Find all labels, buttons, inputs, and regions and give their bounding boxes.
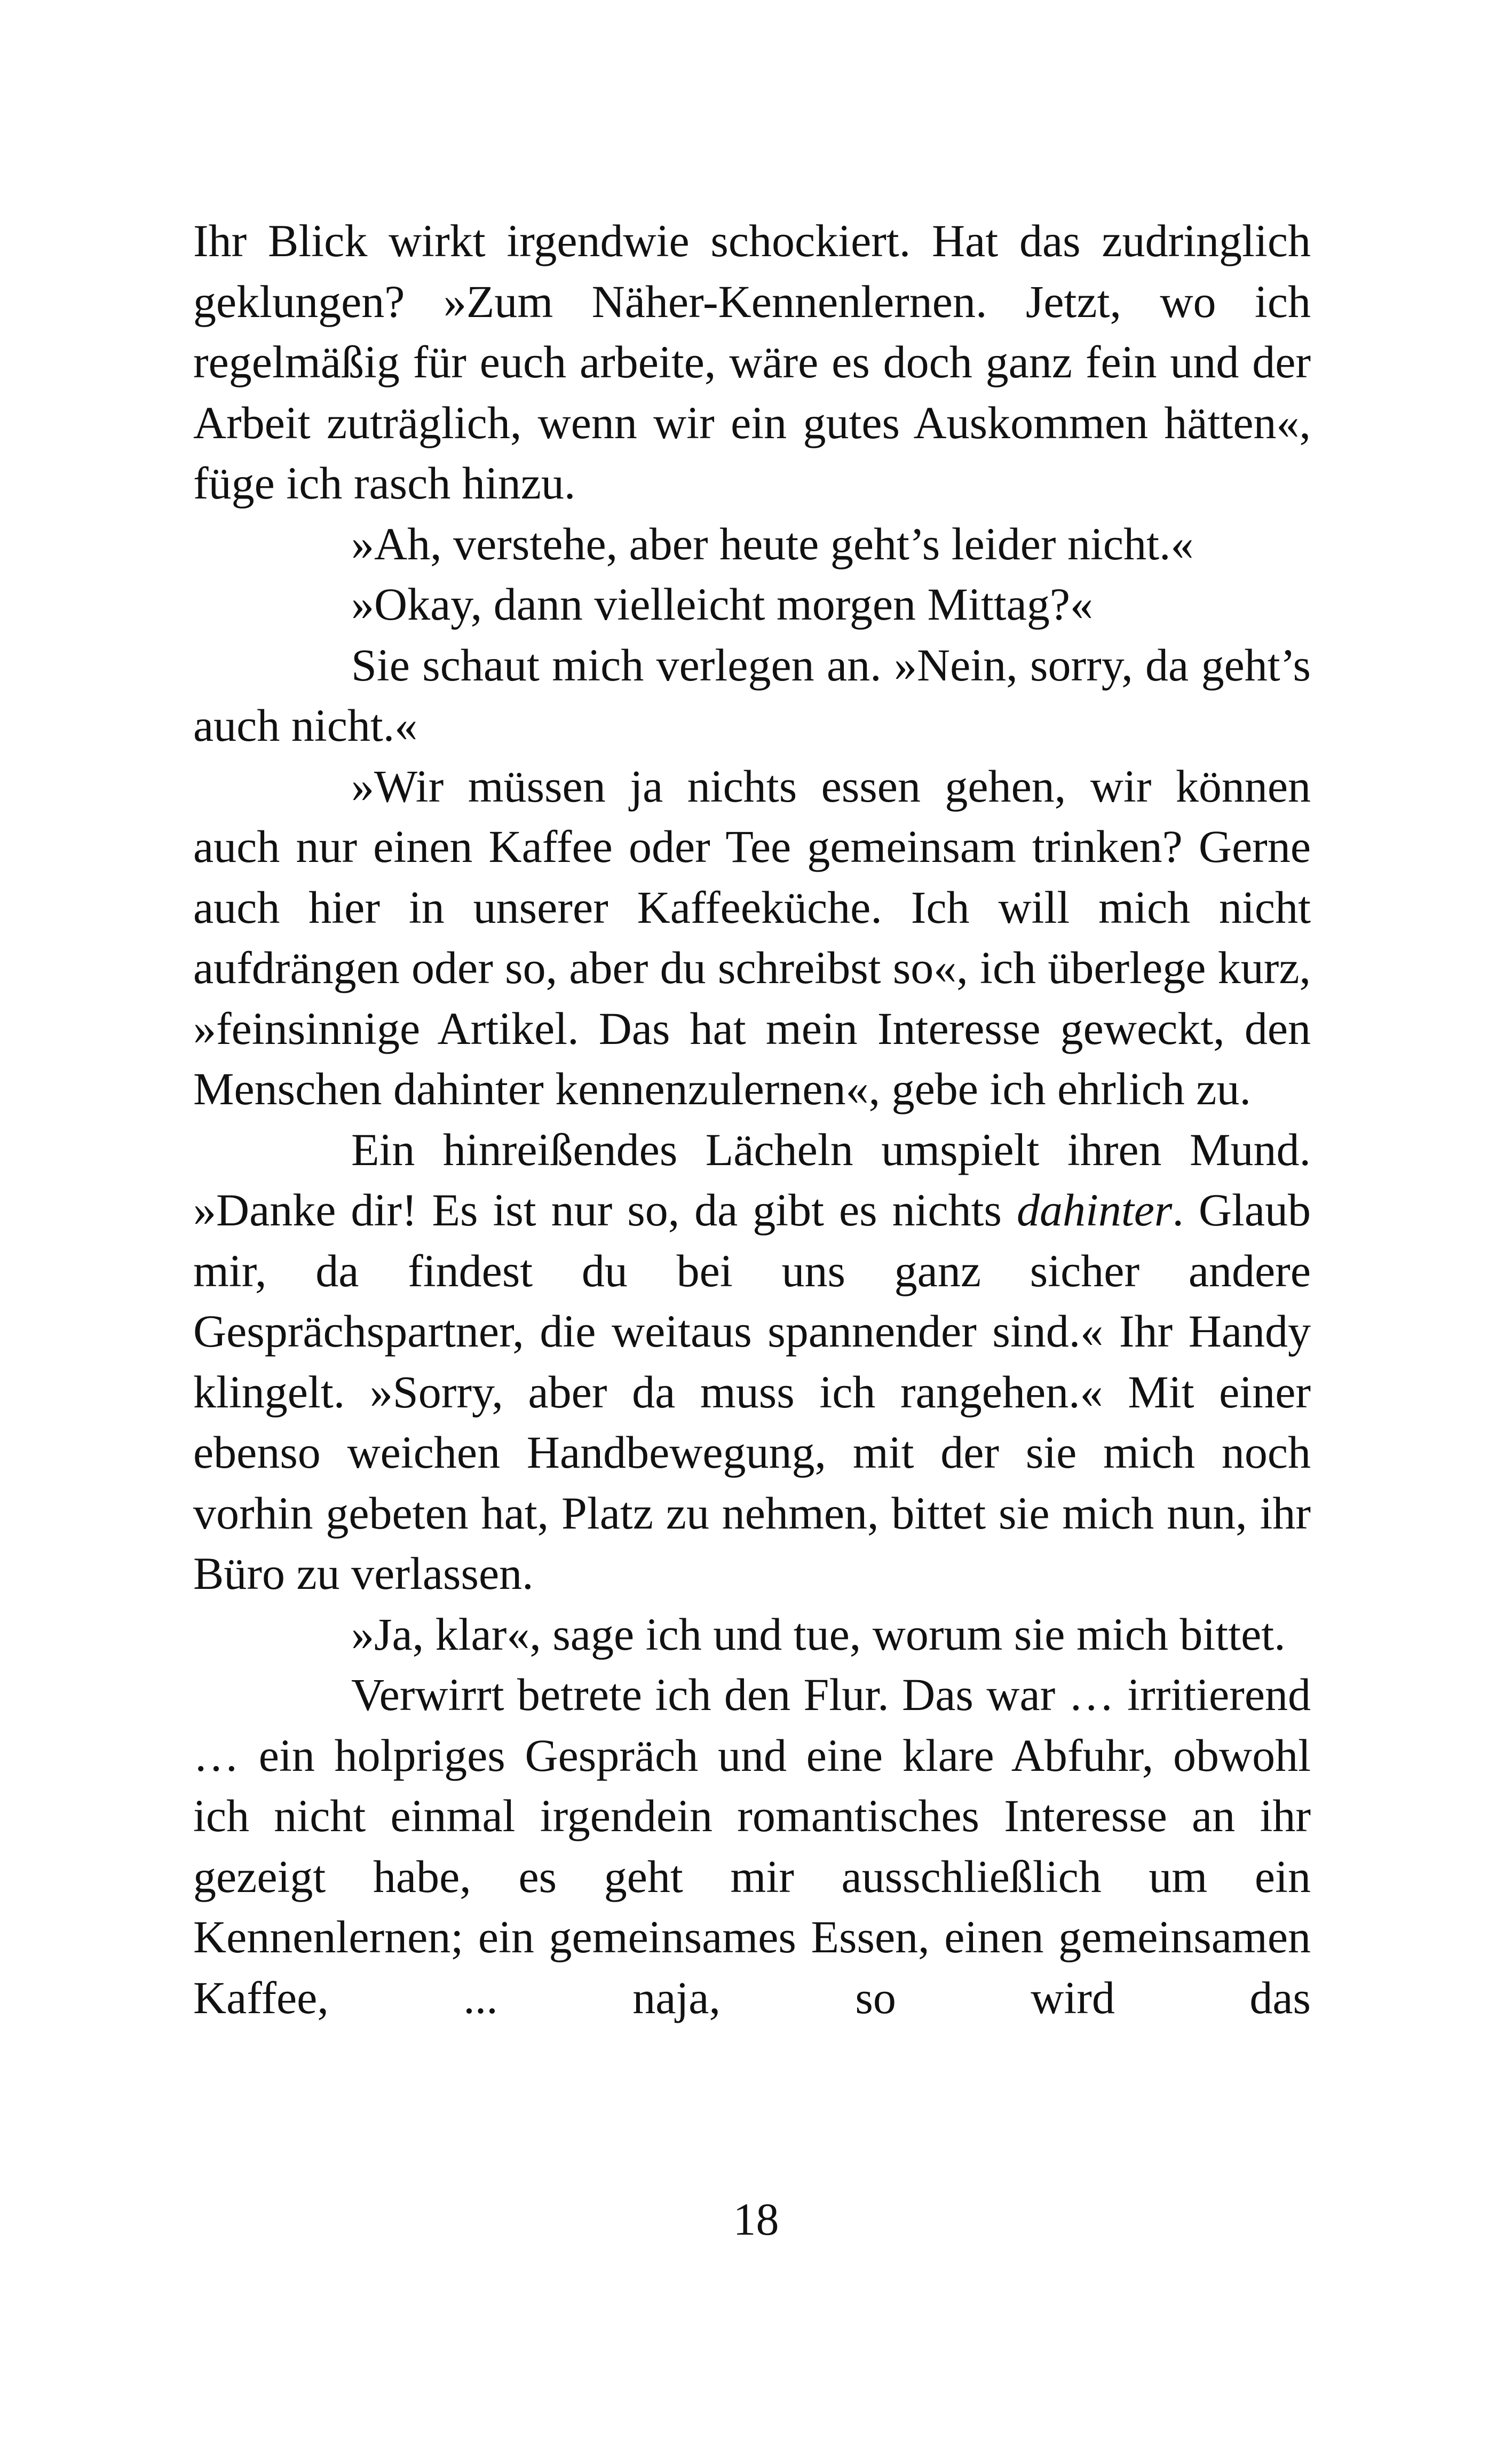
paragraph-4 [193, 635, 1311, 756]
paragraph-2 [193, 514, 1311, 575]
paragraph-1 [193, 211, 1311, 514]
paragraph-5 [193, 756, 1311, 1120]
page-number: 18 [733, 2194, 779, 2245]
text-segment: Ein hinreißendes Lächeln umspielt ihren Mund. »Danke dir! Es ist nur so, da gibt es nichts [193, 1123, 1311, 1236]
text-segment: »Okay, dann vielleicht morgen Mittag?« [351, 579, 1093, 630]
text-segment: Verwirrt betrete ich den Flur. Das war … irritierend … ein holpriges Gespräch und eine klare Abfuhr, obwohl ich nicht einmal irgendein romantisches Interesse an ihr gezeigt habe, es geht mir ausschließlich um ein Kennenlernen; ein gemeinsames Essen, einen gemeinsamen Kaffee, ... naja, so wird das [193, 1669, 1311, 2023]
paragraph-7 [193, 1604, 1311, 1665]
paragraph-3 [193, 574, 1311, 635]
text-segment: Sie schaut mich verlegen an. »Nein, sorry, da geht’s auch nicht.« [193, 639, 1311, 751]
italic-text-segment: dahinter [1016, 1184, 1173, 1236]
text-segment: . Glaub mir, da findest du bei uns ganz sicher andere Gesprächspartner, die weitaus spannender sind.« Ihr Handy klingelt. »Sorry, aber da muss ich rangehen.« Mit einer ebenso weichen Handbewegung, mit der sie mich noch vorhin gebeten hat, Platz zu nehmen, bittet sie mich nun, ihr Büro zu verlassen. [193, 1184, 1311, 1599]
body-text [193, 211, 1311, 2028]
text-segment: »Wir müssen ja nichts essen gehen, wir können auch nur einen Kaffee oder Tee gemeinsam trinken? Gerne auch hier in unserer Kaffeeküche. Ich will mich nicht aufdrängen oder so, aber du schreibst so«, ich überlege kurz, »feinsinnige Artikel. Das hat mein Interesse geweckt, den Menschen dahinter kennenzulernen«, gebe ich ehrlich zu. [193, 760, 1311, 1114]
text-segment: »Ja, klar«, sage ich und tue, worum sie mich bittet. [351, 1608, 1286, 1660]
text-segment: »Ah, verstehe, aber heute geht’s leider nicht.« [351, 518, 1194, 569]
text-segment: Ihr Blick wirkt irgendwie schockiert. Hat das zudringlich geklungen? »Zum Näher-Kennenlernen. Jetzt, wo ich regelmäßig für euch arbeite, wäre es doch ganz fein und der Arbeit zuträglich, wenn wir ein gutes Auskommen hätten«, füge ich rasch hinzu. [193, 215, 1311, 509]
paragraph-8 [193, 1665, 1311, 2028]
paragraph-6 [193, 1120, 1311, 1604]
